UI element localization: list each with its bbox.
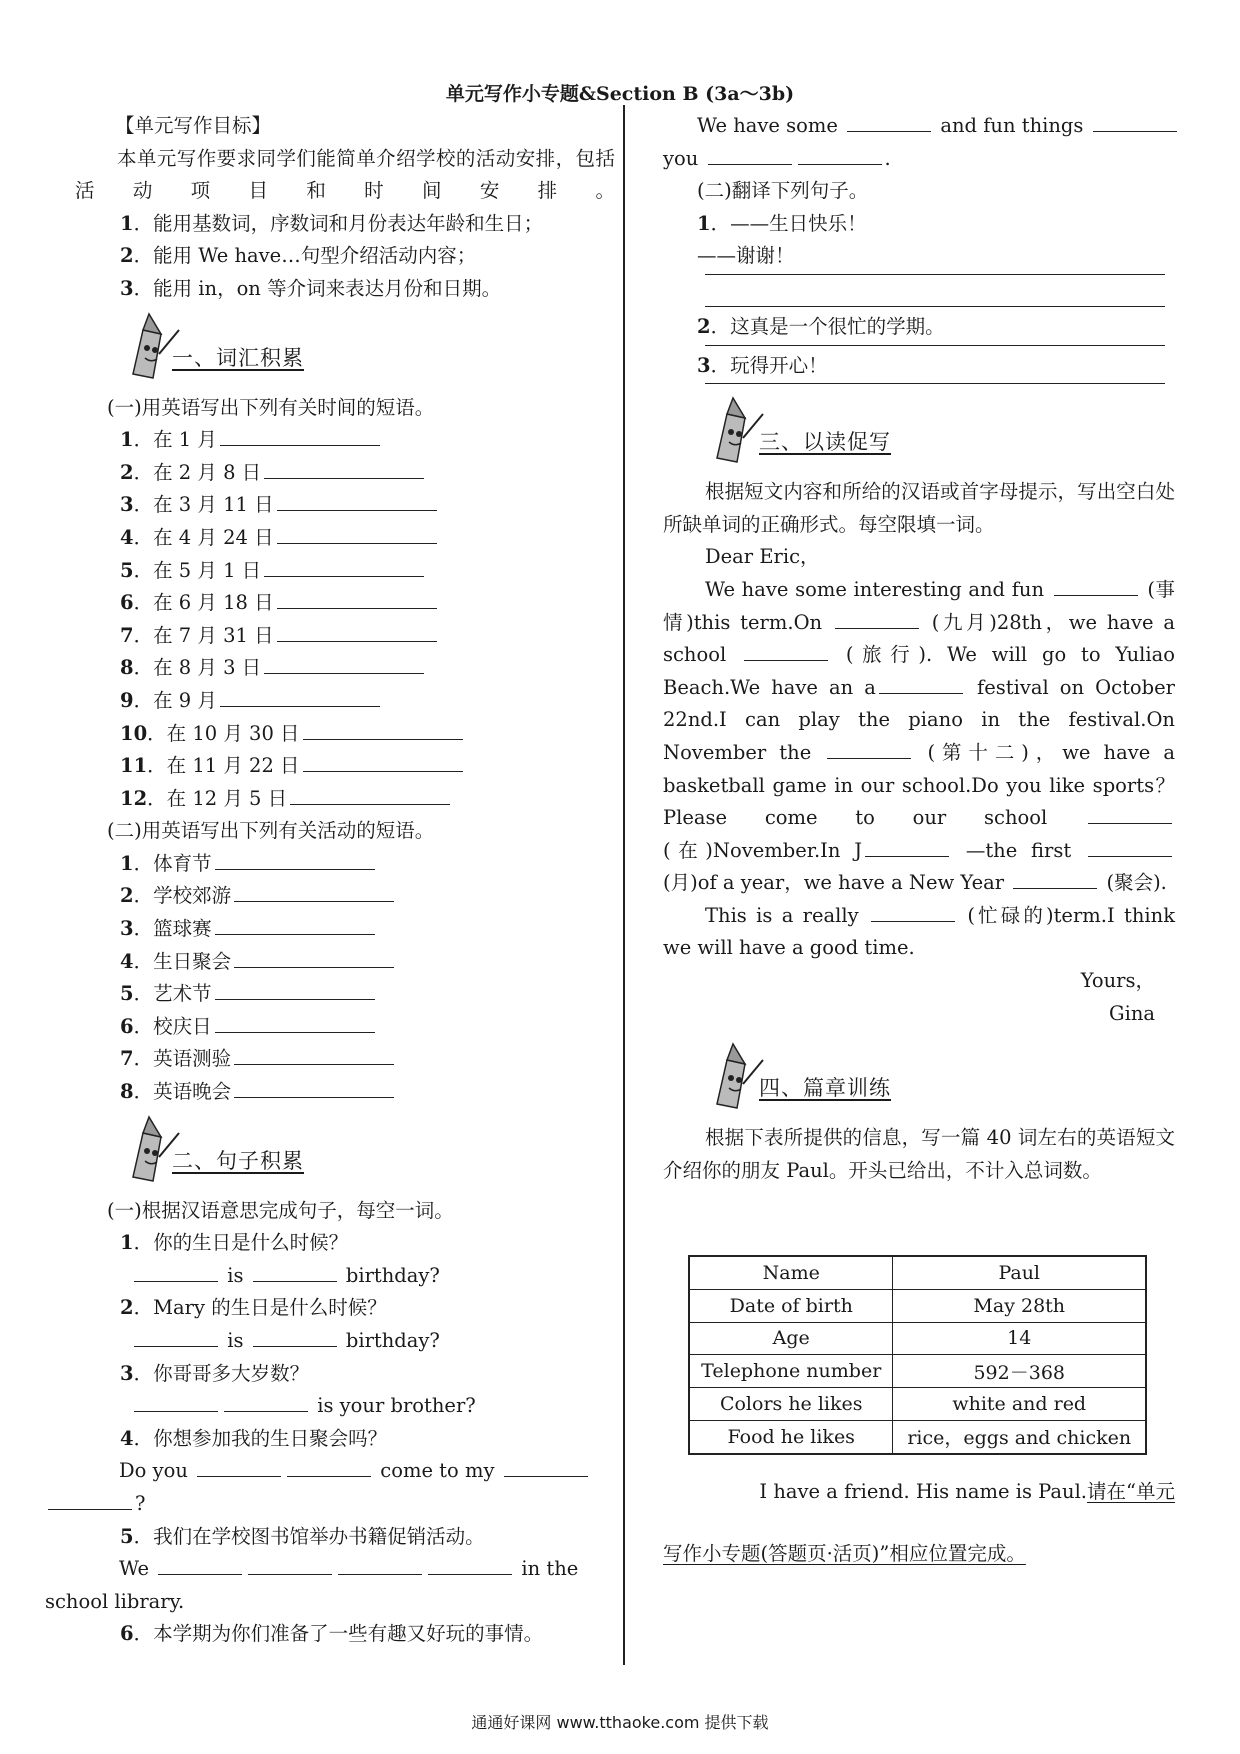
- list-item: 11．在 11 月 22 日: [75, 750, 615, 783]
- part-title: (一)根据汉语意思完成句子，每空一词。: [107, 1198, 454, 1222]
- answer-blank[interactable]: [871, 901, 955, 922]
- answer-blank[interactable]: [835, 608, 919, 629]
- question: 1．——生日快乐！: [697, 211, 867, 235]
- section-header: [75, 306, 615, 392]
- question: 4．你想参加我的生日聚会吗？: [120, 1426, 388, 1450]
- table-cell: Colors he likes: [689, 1388, 893, 1421]
- table-row: [689, 1256, 1146, 1289]
- table-row: [689, 1322, 1146, 1355]
- answer-line: ?: [45, 1488, 615, 1521]
- column-divider: [623, 105, 625, 1665]
- answer-blank[interactable]: [290, 784, 450, 805]
- answer-blank[interactable]: [264, 653, 424, 674]
- section-header: [663, 1036, 1175, 1122]
- list-item: 4．生日聚会: [75, 946, 615, 979]
- list-item: 1．体育节: [75, 848, 615, 881]
- answer-blank[interactable]: [234, 1044, 394, 1065]
- left-column: [45, 110, 615, 1651]
- time-phrase-list: [75, 424, 615, 815]
- instruction: 根据短文内容和所给的汉语或首字母提示，写出空白处所缺单词的正确形式。每空限填一词。: [663, 480, 1175, 536]
- footer-text: 通通好课网 www.tthaoke.com 提供下载: [471, 1713, 769, 1732]
- section-title: 三、以读促写: [759, 430, 891, 455]
- letter-greeting: Dear Eric，: [705, 545, 820, 569]
- answer-blank[interactable]: [234, 1077, 394, 1098]
- answer-line: you .: [663, 143, 1175, 176]
- answer-blank[interactable]: [744, 640, 828, 661]
- answer-blank[interactable]: [338, 1554, 422, 1575]
- answer-blank[interactable]: [287, 1456, 371, 1477]
- section-title: 二、句子积累: [172, 1148, 304, 1173]
- part-title: (一)用英语写出下列有关时间的短语。: [107, 395, 435, 419]
- answer-rule[interactable]: [705, 344, 1165, 346]
- question: 2．这真是一个很忙的学期。: [697, 314, 945, 338]
- objective-item: 1．能用基数词，序数词和月份表达年龄和生日；: [120, 211, 544, 235]
- answer-blank[interactable]: [215, 1012, 375, 1033]
- answer-blank[interactable]: [197, 1456, 281, 1477]
- table-row: [689, 1388, 1146, 1421]
- table-row: [689, 1420, 1146, 1453]
- list-item: 7．英语测验: [75, 1043, 615, 1076]
- instruction: 根据下表所提供的信息，写一篇 40 词左右的英语短文介绍你的朋友 Paul。开头已给出，不计入总词数。: [663, 1126, 1175, 1182]
- answer-blank[interactable]: [1093, 111, 1177, 132]
- activity-phrase-list: [75, 848, 615, 1109]
- page-title: 单元写作小专题&Section B (3a～3b): [445, 83, 795, 105]
- answer-blank[interactable]: [827, 738, 911, 759]
- list-item: 2．学校郊游: [75, 880, 615, 913]
- answer-line: We have some and fun things: [663, 110, 1175, 143]
- answer-blank[interactable]: [234, 947, 394, 968]
- table-row: [689, 1355, 1146, 1388]
- answer-blank[interactable]: [277, 621, 437, 642]
- objectives-heading: 【单元写作目标】: [115, 114, 272, 137]
- answer-rule[interactable]: [705, 382, 1165, 384]
- pencil-teacher-icon: [699, 394, 765, 466]
- question: 5．我们在学校图书馆举办书籍促销活动。: [120, 1524, 485, 1548]
- answer-blank[interactable]: [277, 523, 437, 544]
- list-item: 6．校庆日: [75, 1011, 615, 1044]
- writing-start: I have a friend. His name is Paul.请在“单元: [759, 1480, 1175, 1503]
- writing-note: 写作小专题(答题页·活页)”相应位置完成。: [663, 1542, 1026, 1565]
- list-item: 9．在 9 月: [75, 685, 615, 718]
- answer-blank[interactable]: [220, 686, 380, 707]
- table-cell: 592－368: [893, 1355, 1146, 1388]
- question: 3．你哥哥多大岁数？: [120, 1361, 310, 1385]
- table-cell: Age: [689, 1322, 893, 1355]
- answer-line: is your brother?: [75, 1390, 615, 1423]
- question: 6．本学期为你们准备了一些有趣又好玩的事情。: [120, 1622, 544, 1646]
- answer-blank[interactable]: [1088, 836, 1172, 857]
- answer-blank[interactable]: [48, 1489, 132, 1510]
- list-item: 3．篮球赛: [75, 913, 615, 946]
- list-item: 8．英语晚会: [75, 1076, 615, 1109]
- answer-line: is birthday?: [75, 1260, 615, 1293]
- table-cell: Telephone number: [689, 1355, 893, 1388]
- answer-blank[interactable]: [277, 588, 437, 609]
- answer-blank[interactable]: [234, 881, 394, 902]
- table-cell: rice，eggs and chicken: [893, 1420, 1146, 1453]
- list-item: 1．在 1 月: [75, 424, 615, 457]
- section-header: [75, 1109, 615, 1195]
- answer-blank[interactable]: [865, 836, 949, 857]
- list-item: 4．在 4 月 24 日: [75, 522, 615, 555]
- question: 1．你的生日是什么时候？: [120, 1231, 349, 1255]
- question: 2．Mary 的生日是什么时候？: [120, 1296, 387, 1320]
- letter-paragraph: This is a really (忙碌的)term.I think we will have a good time.: [663, 900, 1175, 965]
- answer-blank[interactable]: [847, 111, 931, 132]
- answer-blank[interactable]: [158, 1554, 242, 1575]
- table-cell: 14: [893, 1322, 1146, 1355]
- section-title: 四、篇章训练: [759, 1076, 891, 1101]
- answer-blank[interactable]: [277, 490, 437, 511]
- table-cell: Food he likes: [689, 1420, 893, 1453]
- list-item: 7．在 7 月 31 日: [75, 620, 615, 653]
- table-cell: Date of birth: [689, 1289, 893, 1322]
- list-item: 6．在 6 月 18 日: [75, 587, 615, 620]
- answer-blank[interactable]: [428, 1554, 512, 1575]
- answer-blank[interactable]: [303, 751, 463, 772]
- answer-blank[interactable]: [134, 1326, 218, 1347]
- answer-blank[interactable]: [303, 719, 463, 740]
- table-row: [689, 1289, 1146, 1322]
- letter-signature: Gina: [1109, 1001, 1155, 1025]
- answer-blank[interactable]: [134, 1391, 218, 1412]
- right-column: [663, 110, 1175, 1187]
- answer-blank[interactable]: [215, 849, 375, 870]
- answer-blank[interactable]: [798, 144, 882, 165]
- letter-paragraph: We have some interesting and fun (事情)this term.On (九月)28th，we have a school (旅行). We will go to Yuliao Beach.We have an a festival on October 22nd.I can play the piano in the festival.On November the (第十二)，we have a basketball game in our school.Do you like sports？ Please come to our school (在)November.In J —the first (月)of a year，we have a New Year (聚会).: [663, 574, 1175, 900]
- table-cell: May 28th: [893, 1289, 1146, 1322]
- section-title: 一、词汇积累: [172, 345, 304, 370]
- list-item: 2．在 2 月 8 日: [75, 457, 615, 490]
- answer-blank[interactable]: [1054, 575, 1138, 596]
- answer-blank[interactable]: [708, 144, 792, 165]
- answer-blank[interactable]: [504, 1456, 588, 1477]
- table-cell: Name: [689, 1256, 893, 1289]
- list-item: 8．在 8 月 3 日: [75, 652, 615, 685]
- table-cell: white and red: [893, 1388, 1146, 1421]
- answer-rule[interactable]: [705, 305, 1165, 307]
- letter-closing: Yours，: [1080, 969, 1155, 993]
- answer-line: is birthday?: [75, 1325, 615, 1358]
- objectives-intro: 本单元写作要求同学们能简单介绍学校的活动安排，包括活动项目和时间安排。: [75, 146, 615, 203]
- info-table: [688, 1255, 1147, 1455]
- answer-blank[interactable]: [224, 1391, 308, 1412]
- answer-blank[interactable]: [264, 556, 424, 577]
- question-reply: ——谢谢！: [697, 244, 795, 268]
- answer-line: school library.: [45, 1589, 185, 1613]
- part-title: (二)用英语写出下列有关活动的短语。: [107, 819, 435, 843]
- section-header: [663, 390, 1175, 476]
- answer-blank[interactable]: [253, 1326, 337, 1347]
- answer-rule[interactable]: [705, 273, 1165, 275]
- objective-item: 2．能用 We have…句型介绍活动内容；: [120, 244, 477, 268]
- answer-blank[interactable]: [134, 1261, 218, 1282]
- table-cell: Paul: [893, 1256, 1146, 1289]
- answer-blank[interactable]: [1013, 868, 1097, 889]
- answer-blank[interactable]: [253, 1261, 337, 1282]
- answer-blank[interactable]: [248, 1554, 332, 1575]
- list-item: 5．艺术节: [75, 978, 615, 1011]
- answer-blank[interactable]: [879, 673, 963, 694]
- answer-line: Do you come to my: [75, 1455, 615, 1488]
- answer-blank[interactable]: [215, 914, 375, 935]
- objective-item: 3．能用 in，on 等介词来表达月份和日期。: [120, 276, 502, 300]
- answer-line: We in the: [75, 1553, 615, 1586]
- pencil-teacher-icon: [699, 1040, 765, 1112]
- list-item: 3．在 3 月 11 日: [75, 489, 615, 522]
- answer-blank[interactable]: [215, 979, 375, 1000]
- answer-blank[interactable]: [264, 458, 424, 479]
- question: 3．玩得开心！: [697, 353, 828, 377]
- list-item: 5．在 5 月 1 日: [75, 555, 615, 588]
- answer-blank[interactable]: [1088, 803, 1172, 824]
- list-item: 10．在 10 月 30 日: [75, 718, 615, 751]
- list-item: 12．在 12 月 5 日: [75, 783, 615, 816]
- part-title: (二)翻译下列句子。: [697, 179, 869, 203]
- answer-blank[interactable]: [220, 425, 380, 446]
